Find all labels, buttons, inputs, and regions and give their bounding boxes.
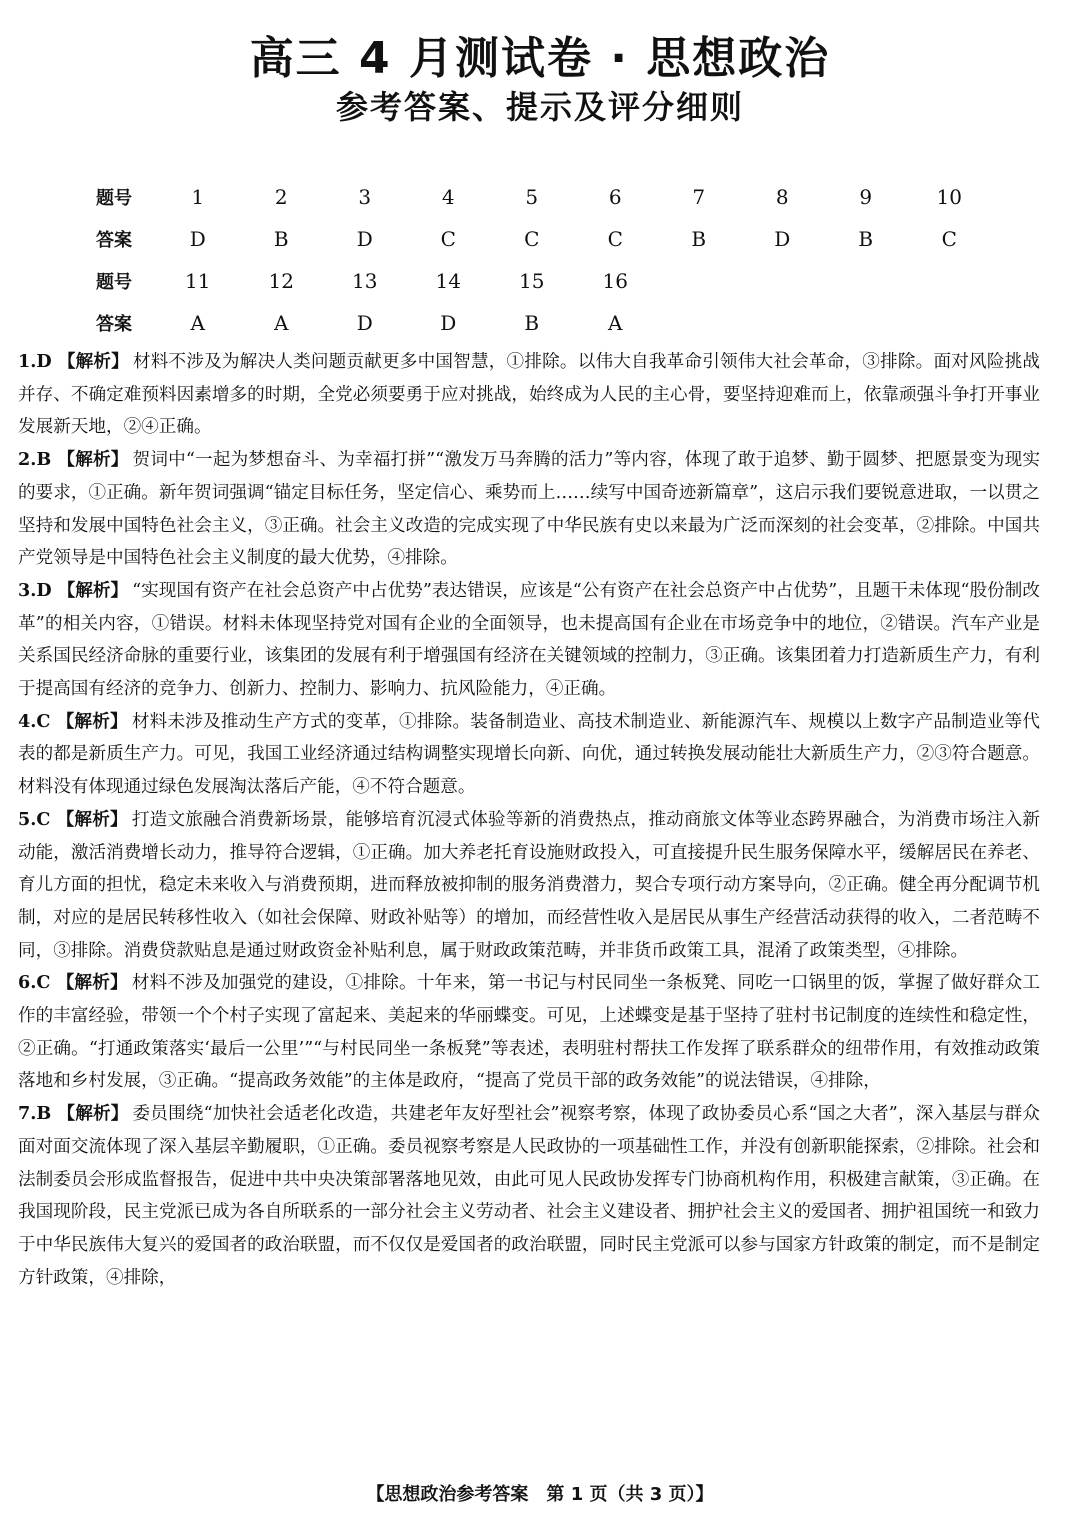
explanation-tag: 【解析】 [56, 973, 128, 994]
answer-table-cell: 13 [352, 269, 378, 293]
explanation-item [18, 804, 1040, 968]
answer-table-row-label: 答案 [96, 314, 132, 335]
explanation-item [18, 575, 1040, 706]
answer-table-cell: C [607, 227, 623, 251]
answer-table-cell: C [440, 227, 456, 251]
explanation-number: 2.B [18, 449, 52, 471]
answer-table-row-label: 题号 [96, 188, 132, 209]
explanation-item [18, 1098, 1040, 1294]
answer-table-cell [657, 302, 741, 344]
explanation-item [18, 346, 1040, 444]
answer-table-row-label: 题号 [96, 272, 132, 293]
explanation-tag: 【解析】 [56, 809, 128, 830]
answer-table-cell: 9 [859, 185, 873, 209]
answer-table-cell: D [189, 227, 206, 251]
answer-table-cell: 12 [268, 269, 294, 293]
explanation-tag: 【解析】 [57, 450, 129, 471]
explanation-number: 4.C [18, 710, 51, 732]
page-footer: 【思想政治参考答案 第 1 页（共 3 页）】 [366, 1484, 714, 1505]
answer-table-cell: D [774, 227, 791, 251]
answer-table-cell: 14 [435, 269, 461, 293]
explanation-list [18, 346, 1040, 1294]
answer-table-cell: D [356, 227, 373, 251]
answer-table-cell: D [356, 311, 373, 335]
explanation-text: 委员围绕“加快社会适老化改造，共建老年友好型社会”视察考察，体现了政协委员心系“国之大者”，深入基层与群众面对面交流体现了深入基层辛勤履职，①正确。委员视察考察是人民政协的一项基础性工作，并没有创新职能探索，②排除。社会和法制委员会形成监督报告，促进中共中央决策部署落地见效，由此可见人民政协发挥专门协商机构作用，积极建言献策，③正确。在我国现阶段，民主党派已成为各自所联系的一部分社会主义劳动者、社会主义建设者、拥护社会主义的爱国者、拥护祖国统一和致力于中华民族伟大复兴的爱国者的政治联盟，而不仅仅是爱国者的政治联盟，同时民主党派可以参与国家方针政策的制定，而不是制定方针政策，④排除， [18, 1104, 1040, 1288]
answer-table-cell: 4 [441, 185, 455, 209]
explanation-tag: 【解析】 [57, 352, 129, 372]
explanation-tag: 【解析】 [57, 1104, 129, 1125]
answer-table-row [96, 218, 991, 260]
answer-table-cell: 5 [525, 185, 539, 209]
answer-table-cell: B [524, 311, 540, 335]
answer-table-cell: 10 [936, 185, 962, 209]
explanation-text: 材料不涉及为解决人类问题贡献更多中国智慧，①排除。以伟大自我革命引领伟大社会革命，③排除。面对风险挑战并存、不确定难预料因素增多的时期，全党必须要勇于应对挑战，始终成为人民的主心骨，要坚持迎难而上，依靠顽强斗争打开事业发展新天地，②④正确。 [18, 352, 1040, 438]
answer-table-cell: B [691, 227, 707, 251]
answer-table-cell: D [440, 311, 457, 335]
answer-table-row [96, 176, 991, 218]
explanation-text: 贺词中“一起为梦想奋斗、为幸福打拼”“激发万马奔腾的活力”等内容，体现了敢于追梦、勤于圆梦、把愿景变为现实的要求，①正确。新年贺词强调“锚定目标任务，坚定信心、乘势而上……续写中国奇迹新篇章”，这启示我们要锐意进取，一以贯之坚持和发展中国特色社会主义，③正确。社会主义改造的完成实现了中华民族有史以来最为广泛而深刻的社会变革，②排除。中国共产党领导是中国特色社会主义制度的最大优势，④排除。 [18, 450, 1040, 569]
answer-table-cell: 6 [608, 185, 622, 209]
explanation-text: 打造文旅融合消费新场景，能够培育沉浸式体验等新的消费热点，推动商旅文体等业态跨界融合，为消费市场注入新动能，激活消费增长动力，推导符合逻辑，①正确。加大养老托育设施财政投入，可直接提升民生服务保障水平，缓解居民在养老、育儿方面的担忧，稳定未来收入与消费预期，进而释放被抑制的服务消费潜力，契合专项行动方案导向，②正确。健全再分配调节机制，对应的是居民转移性收入（如社会保障、财政补贴等）的增加，而经营性收入是居民从事生产经营活动获得的收入，二者范畴不同，③排除。消费贷款贴息是通过财政资金补贴利息，属于财政政策范畴，并非货币政策工具，混淆了政策类型，④排除。 [18, 809, 1040, 961]
explanation-number: 7.B [18, 1103, 52, 1125]
answer-table-cell [657, 260, 741, 302]
answer-table-cell [908, 302, 992, 344]
explanation-number: 5.C [18, 808, 51, 830]
answer-table-cell: 7 [692, 185, 706, 209]
answer-table-cell [908, 260, 992, 302]
answer-table-cell: 3 [358, 185, 372, 209]
answer-table-cell: B [858, 227, 874, 251]
answer-table-cell: 2 [274, 185, 288, 209]
answer-table-cell: C [524, 227, 540, 251]
explanation-number: 1.D [18, 351, 52, 372]
explanation-item [18, 444, 1040, 575]
explanation-text: “实现国有资产在社会总资产中占优势”表达错误，应该是“公有资产在社会总资产中占优势”，且题干未体现“股份制改革”的相关内容，①错误。材料未体现坚持党对国有企业的全面领导，也未提高国有企业在市场竞争中的地位，②错误。汽车产业是关系国民经济命脉的重要行业，该集团的发展有利于增强国有经济在关键领域的控制力，③正确。该集团着力打造新质生产力，有利于提高国有经济的竞争力、创新力、控制力、影响力、抗风险能力，④正确。 [18, 580, 1040, 700]
answer-table-cell: A [190, 311, 205, 335]
explanation-number: 3.D [18, 579, 52, 601]
explanation-text: 材料不涉及加强党的建设，①排除。十年来，第一书记与村民同坐一条板凳、同吃一口锅里的饭，掌握了做好群众工作的丰富经验，带领一个个村子实现了富起来、美起来的华丽蝶变。可见，上述蝶变是基于坚持了驻村书记制度的连续性和稳定性，②正确。“打通政策落实‘最后一公里’”“与村民同坐一条板凳”等表述，表明驻村帮扶工作发挥了联系群众的纽带作用，有效推动政策落地和乡村发展，③正确。“提高政务效能”的主体是政府，“提高了党员干部的政务效能”的说法错误，④排除， [18, 973, 1040, 1092]
page-title: 高三 4 月测试卷 · 思想政治 [249, 33, 831, 84]
answer-table-cell: C [941, 227, 957, 251]
answer-table-cell [741, 302, 825, 344]
answer-table [96, 176, 991, 344]
explanation-text: 材料未涉及推动生产方式的变革，①排除。装备制造业、高技术制造业、新能源汽车、规模以上数字产品制造业等代表的都是新质生产力。可见，我国工业经济通过结构调整实现增长向新、向优，通过转换发展动能壮大新质生产力，②③符合题意。材料没有体现通过绿色发展淘汰落后产能，④不符合题意。 [18, 711, 1040, 798]
explanation-item [18, 706, 1040, 804]
answer-table-cell: 15 [519, 269, 545, 293]
answer-table-cell: B [273, 227, 289, 251]
answer-table-row [96, 302, 991, 344]
explanation-item [18, 967, 1040, 1098]
answer-table-cell: 1 [191, 185, 205, 209]
page-subtitle: 参考答案、提示及评分细则 [335, 88, 744, 126]
answer-table-cell [824, 260, 908, 302]
answer-table-cell [824, 302, 908, 344]
explanation-tag: 【解析】 [57, 580, 129, 601]
explanation-tag: 【解析】 [56, 711, 128, 732]
answer-table-cell: 11 [185, 269, 211, 293]
answer-table-row [96, 260, 991, 302]
answer-table-cell [741, 260, 825, 302]
answer-table-cell: 16 [602, 269, 628, 293]
answer-table-cell: A [274, 311, 289, 335]
answer-table-cell: A [608, 311, 623, 335]
answer-table-cell: 8 [775, 185, 789, 209]
answer-table-row-label: 答案 [96, 230, 132, 251]
explanation-number: 6.C [18, 972, 51, 994]
